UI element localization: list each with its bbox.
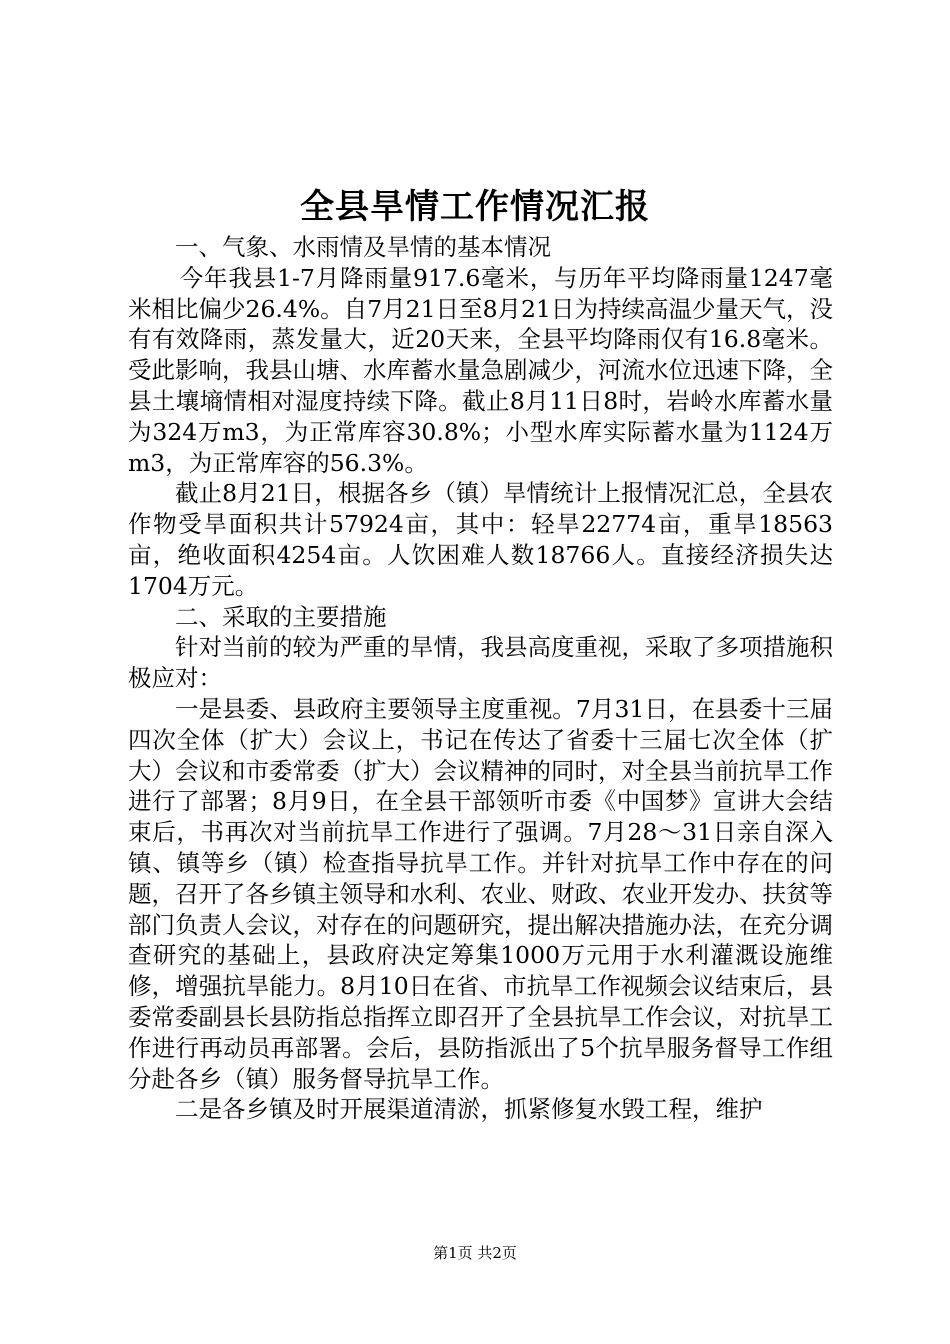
section-heading-1: 一、气象、水雨情及旱情的基本情况 <box>175 233 551 261</box>
paragraph-measure-1: 一是县委、县政府主要领导主度重视。7月31日，在县委十三届四次全体（扩大）会议上，书记在传达了省委十三届七次全体（扩大）会议和市委常委（扩大）会议精神的同时，对全县当前抗旱工作进行了部署；8月9日，在全县干部领听市委《中国梦》宣讲大会结束后，书再次对当前抗旱工作进行了强调。7月28～31日亲自深入镇、镇等乡（镇）检查指导抗旱工作。并针对抗旱工作中存在的问题，召开了各乡镇主领导和水利、农业、财政、农业开发办、扶贫等部门负责人会议，对存在的问题研究，提出解决措施办法，在充分调查研究的基础上，县政府决定筹集1000万元用于水利灌溉设施维修，增强抗旱能力。8月10日在省、市抗旱工作视频会议结束后，县委常委副县长县防指总指挥立即召开了全县抗旱工作会议，对抗旱工作进行再动员再部署。会后，县防指派出了5个抗旱服务督导工作组分赴各乡（镇）服务督导抗旱工作。 <box>128 694 833 1093</box>
document-body <box>128 232 833 1125</box>
paragraph-measure-2: 二是各乡镇及时开展渠道清淤，抓紧修复水毁工程，维护 <box>175 1095 763 1124</box>
paragraph-drought-stats: 截止8月21日，根据各乡（镇）旱情统计上报情况汇总，全县农作物受旱面积共计57924亩，其中：轻旱22774亩，重旱18563亩，绝收面积4254亩。人饮困难人数18766人。直接经济损失达1704万元。 <box>128 479 833 600</box>
paragraph-measures-intro: 针对当前的较为严重的旱情，我县高度重视，采取了多项措施积极应对： <box>128 633 833 693</box>
page-title: 全县旱情工作情况汇报 <box>300 187 650 227</box>
section-heading-2: 二、采取的主要措施 <box>175 602 387 631</box>
page-footer: 第1页 共2页 <box>433 1244 517 1262</box>
paragraph-rainfall: 今年我县1-7月降雨量917.6毫米，与历年平均降雨量1247毫米相比偏少26.4%。自7月21日至8月21日为持续高温少量天气，没有有效降雨，蒸发量大，近20天来，全县平均降雨仅有16.8毫米。受此影响，我县山塘、水库蓄水量急剧减少，河流水位迅速下降，全县土壤墒情相对湿度持续下降。截止8月11日8时，岩岭水库蓄水量为324万m3，为正常库容30.8%；小型水库实际蓄水量为1124万m3，为正常库容的56.3%。 <box>128 263 833 477</box>
